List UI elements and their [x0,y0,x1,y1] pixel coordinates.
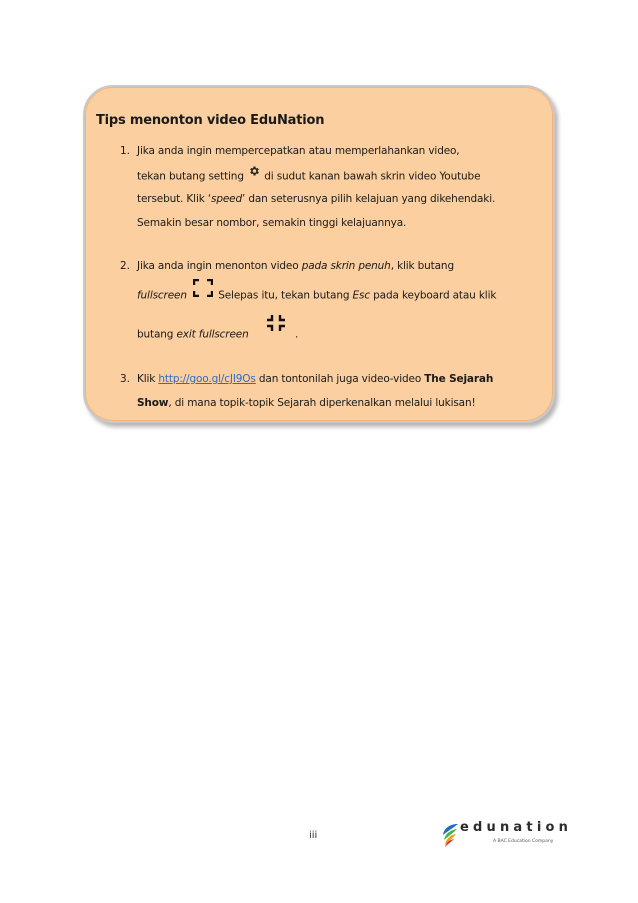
tip-text: pada keyboard atau klik [369,289,497,302]
tip-text-italic: fullscreen [137,289,187,302]
tip-line [137,260,454,272]
tip-line [137,193,495,205]
tip-number: 1. [120,145,131,157]
tip-line [137,217,406,229]
tip-text: , di mana topik-topik Sejarah diperkenalkan melalui lukisan! [168,397,476,409]
tip-text: Selepas itu, tekan butang [218,289,353,302]
tip-text-italic: exit fullscreen [176,328,249,341]
logo-wordmark: edunation [460,820,573,835]
tip-text: butang [137,328,177,341]
logo-tagline: A BAC Education Company [493,839,554,844]
tip-text: . [295,328,299,341]
tip-line [137,169,480,184]
tip-line [137,324,298,345]
tip-line [137,397,476,409]
page-number: iii [309,830,318,841]
tip-text: Semakin besar nombor, semakin tinggi kelajuannya. [137,217,407,229]
tip-text: ’ dan seterusnya pilih kelajuan yang dikehendaki. [242,193,496,205]
tip-number: 2. [120,260,131,272]
tip-text: di sudut kanan bawah skrin video Youtube [264,170,481,183]
exit-fullscreen-icon [266,314,286,335]
tip-text-bold: Show [137,397,169,409]
tip-text: tersebut. Klik ‘ [137,193,212,205]
tip-text: Klik [137,373,159,385]
tip-text-italic: speed [211,193,242,205]
fullscreen-icon [193,279,213,300]
tip-line [137,145,459,157]
tip-text: Jika anda ingin mempercepatkan atau memperlahankan video, [137,145,460,157]
edunation-logo [438,820,573,848]
tip-text-bold: The Sejarah [424,373,494,385]
tips-title: Tips menonton video EduNation [96,113,325,128]
tip-text: Jika anda ingin menonton video [137,260,302,272]
tip-text-italic: pada skrin penuh [301,260,391,272]
tip-text-italic: Esc [352,289,370,302]
tip-line [137,373,493,385]
tip-text: tekan butang setting [137,170,244,183]
tip-text: , klik butang [390,260,454,272]
tip-text: dan tontonilah juga video-video [255,373,425,385]
tips-box [83,85,555,423]
leaf-logo-icon [438,820,462,848]
gear-icon [248,165,260,180]
edunation-link[interactable]: http://goo.gl/cJI9Os [158,373,256,385]
tip-line [137,285,496,306]
tip-number: 3. [120,373,131,385]
